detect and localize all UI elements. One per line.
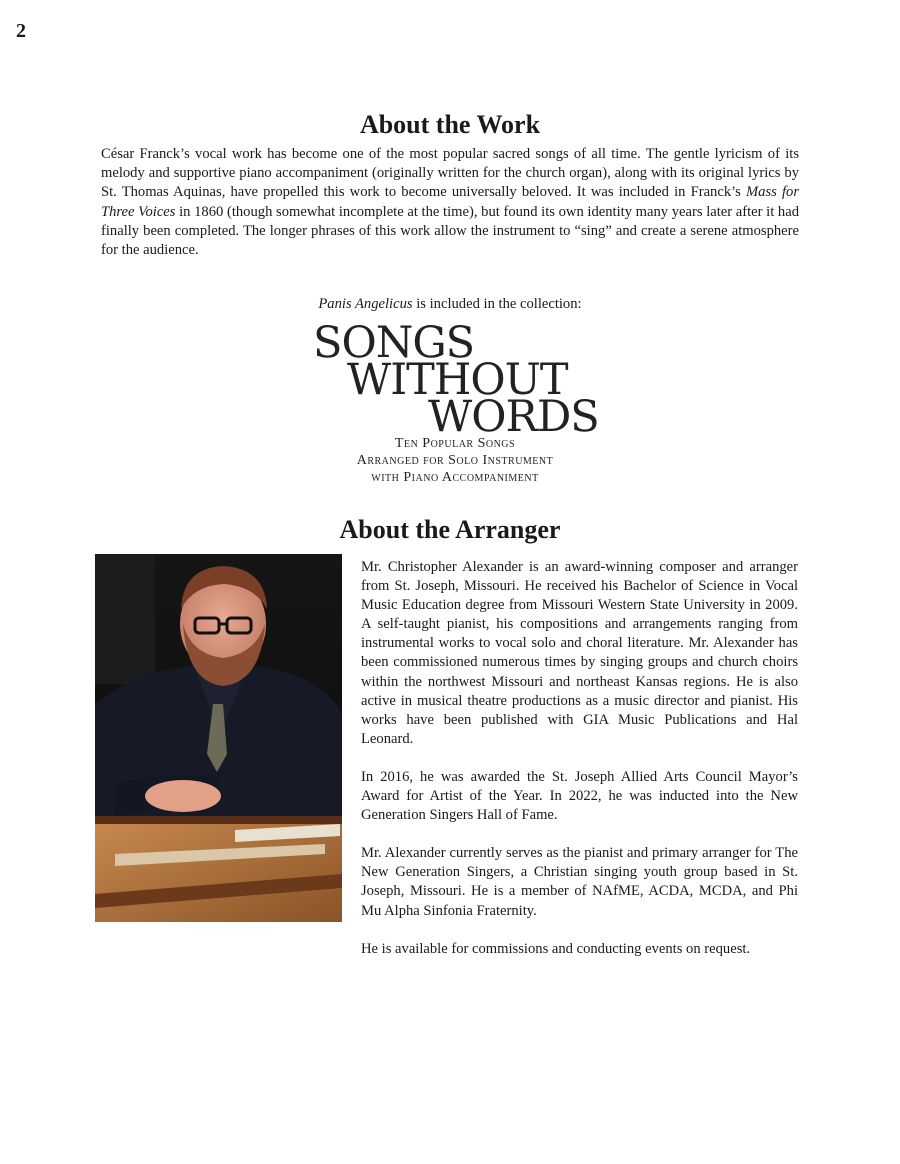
logo-subtitle-1: Ten Popular Songs: [394, 436, 516, 451]
songs-without-words-logo: [310, 318, 600, 490]
bio-paragraph: In 2016, he was awarded the St. Joseph Allied Arts Council Mayor’s Award for Artist of the Year. In 2022, he was inducted into the New Generation Singers Hall of Fame.: [361, 768, 798, 824]
about-work-heading: About the Work: [359, 110, 541, 139]
logo-line-without: WITHOUT: [347, 355, 568, 405]
collection-text: is included in the collection:: [412, 296, 582, 312]
bio-paragraph: He is available for commissions and conducting events on request.: [361, 940, 751, 957]
logo-subtitle-2: Arranged for Solo Instrument: [356, 453, 554, 468]
about-work-text-2: in 1860 (though somewhat incomplete at the time), but found its own identity many years later after it had finally been completed. The longer phrases of this work allow the instrument to “sing” and create a serene atmosphere for the audience.: [101, 203, 800, 259]
collection-line: [0, 296, 900, 313]
bio-paragraph: Mr. Christopher Alexander is an award-winning composer and arranger from St. Joseph, Missouri. He received his Bachelor of Science in Vocal Music Education degree from Missouri Western State University in 2009. A self-taught pianist, his compositions and arrangements ranging from instrumental works to vocal solo and choral literature. Mr. Alexander has been commissioned numerous times by singing groups and church choirs within the northwest Missouri and northeast Kansas regions. He is also active in musical theatre productions as a music director and pianist. His works have been published with GIA Music Publications and Hal Leonard.: [361, 559, 798, 747]
logo-line-songs: SONGS: [313, 318, 475, 368]
arranger-photo-illustration: [95, 554, 342, 922]
about-work-paragraph: [101, 145, 799, 260]
mass-title: Mass for Three Voices: [101, 184, 800, 220]
logo-line-words: WORDS: [428, 392, 599, 442]
about-arranger-heading: About the Arranger: [339, 515, 561, 544]
piece-title: Panis Angelicus: [318, 296, 413, 312]
logo-subtitle-3: with Piano Accompaniment: [371, 470, 539, 485]
about-work-text-1: César Franck’s vocal work has become one of the most popular sacred songs of all time. The gentle lyricism of its melody and supportive piano accompaniment (originally written for the church organ), along with its original lyrics by St. Thomas Aquinas, have propelled this work to become universally beloved. It was included in Franck’s: [101, 146, 799, 201]
arranger-bio: [361, 558, 798, 978]
page-number: 2: [16, 20, 26, 42]
bio-paragraph: Mr. Alexander currently serves as the pianist and primary arranger for The New Generation Singers, a Christian singing youth group based in St. Joseph, Missouri. He is a member of NAfME, ACDA, MCDA, and Phi Mu Alpha Sinfonia Fraternity.: [361, 845, 798, 919]
arranger-photo: [95, 554, 342, 922]
